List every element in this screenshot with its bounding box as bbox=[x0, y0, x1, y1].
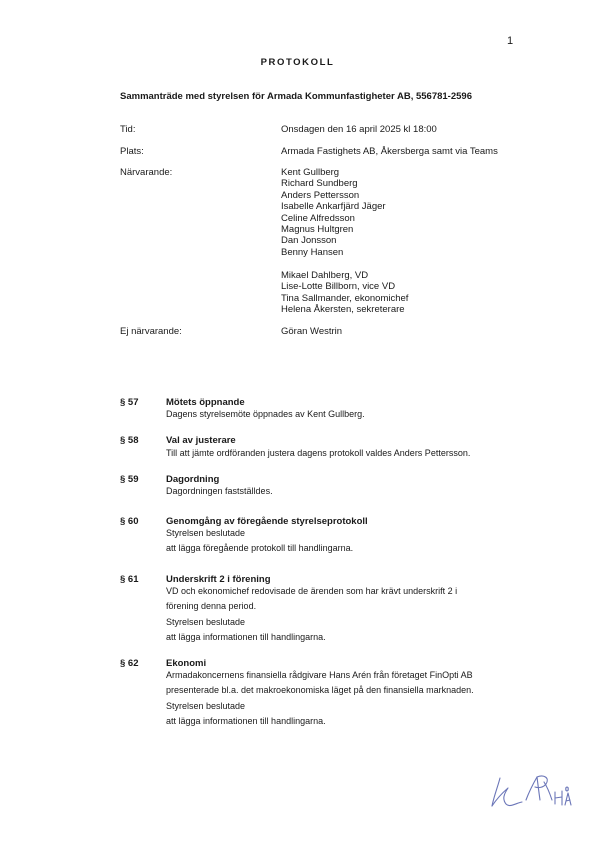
section-line: Styrelsen beslutade bbox=[166, 616, 246, 627]
section-body bbox=[166, 407, 511, 422]
section-body bbox=[166, 446, 511, 461]
present-members-list bbox=[281, 167, 386, 258]
meeting-subtitle: Sammanträde med styrelsen för Armada Kommunfastigheter AB, 556781-2596 bbox=[120, 91, 472, 102]
absent-label: Ej närvarande: bbox=[120, 326, 182, 337]
initials-stroke bbox=[492, 778, 500, 806]
section-number: § 61 bbox=[120, 574, 139, 585]
present-staff: Helena Åkersten, sekreterare bbox=[281, 304, 405, 316]
present-staff: Lise-Lotte Billborn, vice VD bbox=[281, 281, 396, 293]
document-title: PROTOKOLL bbox=[260, 57, 335, 68]
section-line: Armadakoncernens finansiella rådgivare Hans Arén från företaget FinOpti AB bbox=[166, 670, 473, 680]
absent-value: Göran Westrin bbox=[281, 326, 343, 337]
section-title: Val av justerare bbox=[166, 435, 236, 446]
present-member: Dan Jonsson bbox=[281, 235, 337, 247]
present-member: Isabelle Ankarfjärd Jäger bbox=[281, 201, 386, 213]
present-staff: Mikael Dahlberg, VD bbox=[281, 270, 369, 281]
time-value: Onsdagen den 16 april 2025 kl 18:00 bbox=[281, 124, 437, 135]
section-number: § 60 bbox=[120, 516, 139, 527]
place-value: Armada Fastighets AB, Åkersberga samt via Teams bbox=[281, 146, 498, 157]
section-line: Dagens styrelsemöte öppnades av Kent Gullberg. bbox=[166, 409, 365, 419]
section-line: att lägga informationen till handlingarna. bbox=[166, 632, 326, 643]
section-number: § 59 bbox=[120, 474, 139, 485]
section-number: § 57 bbox=[120, 397, 139, 408]
present-staff-list bbox=[281, 270, 408, 316]
time-label: Tid: bbox=[120, 124, 136, 135]
section-body bbox=[166, 484, 511, 499]
section-number: § 58 bbox=[120, 435, 139, 446]
initials-stroke bbox=[544, 782, 552, 800]
present-member: Anders Pettersson bbox=[281, 189, 360, 201]
present-staff: Tina Sallmander, ekonomichef bbox=[281, 292, 409, 304]
present-member: Richard Sundberg bbox=[281, 178, 358, 190]
place-label: Plats: bbox=[120, 146, 144, 157]
section-line: Dagordningen fastställdes. bbox=[166, 486, 273, 496]
section-line: att lägga informationen till handlingarna. bbox=[166, 716, 326, 727]
section-line: VD och ekonomichef redovisade de ärenden som har krävt underskrift 2 i bbox=[166, 586, 458, 596]
present-member: Benny Hansen bbox=[281, 246, 344, 258]
section-title: Underskrift 2 i förening bbox=[166, 574, 271, 585]
page-number: 1 bbox=[507, 35, 514, 47]
handwritten-initials bbox=[482, 770, 577, 815]
section-body bbox=[166, 526, 511, 557]
initials-stroke bbox=[555, 791, 562, 805]
section-line: Styrelsen beslutade bbox=[166, 700, 246, 711]
section-number: § 62 bbox=[120, 658, 139, 669]
section-line: att lägga föregående protokoll till handlingarna. bbox=[166, 543, 354, 554]
section-title: Ekonomi bbox=[166, 658, 207, 669]
section-line: förening denna period. bbox=[166, 601, 257, 612]
section-body bbox=[166, 584, 511, 646]
present-member: Kent Gullberg bbox=[281, 167, 340, 178]
present-member: Magnus Hultgren bbox=[281, 224, 354, 236]
section-body bbox=[166, 668, 511, 730]
section-title: Genomgång av föregående styrelseprotokoll bbox=[166, 516, 368, 527]
section-line: Styrelsen beslutade bbox=[166, 528, 246, 538]
section-title: Mötets öppnande bbox=[166, 397, 245, 408]
present-member: Celine Alfredsson bbox=[281, 212, 355, 224]
initials-stroke bbox=[526, 777, 540, 800]
initials-stroke bbox=[565, 793, 571, 805]
present-label: Närvarande: bbox=[120, 167, 173, 178]
section-line: Till att jämte ordföranden justera dagens protokoll valdes Anders Pettersson. bbox=[166, 448, 471, 458]
section-line: presenterade bl.a. det makroekonomiska läget på den finansiella marknaden. bbox=[166, 685, 474, 696]
section-title: Dagordning bbox=[166, 474, 220, 485]
initials-stroke bbox=[566, 787, 568, 791]
